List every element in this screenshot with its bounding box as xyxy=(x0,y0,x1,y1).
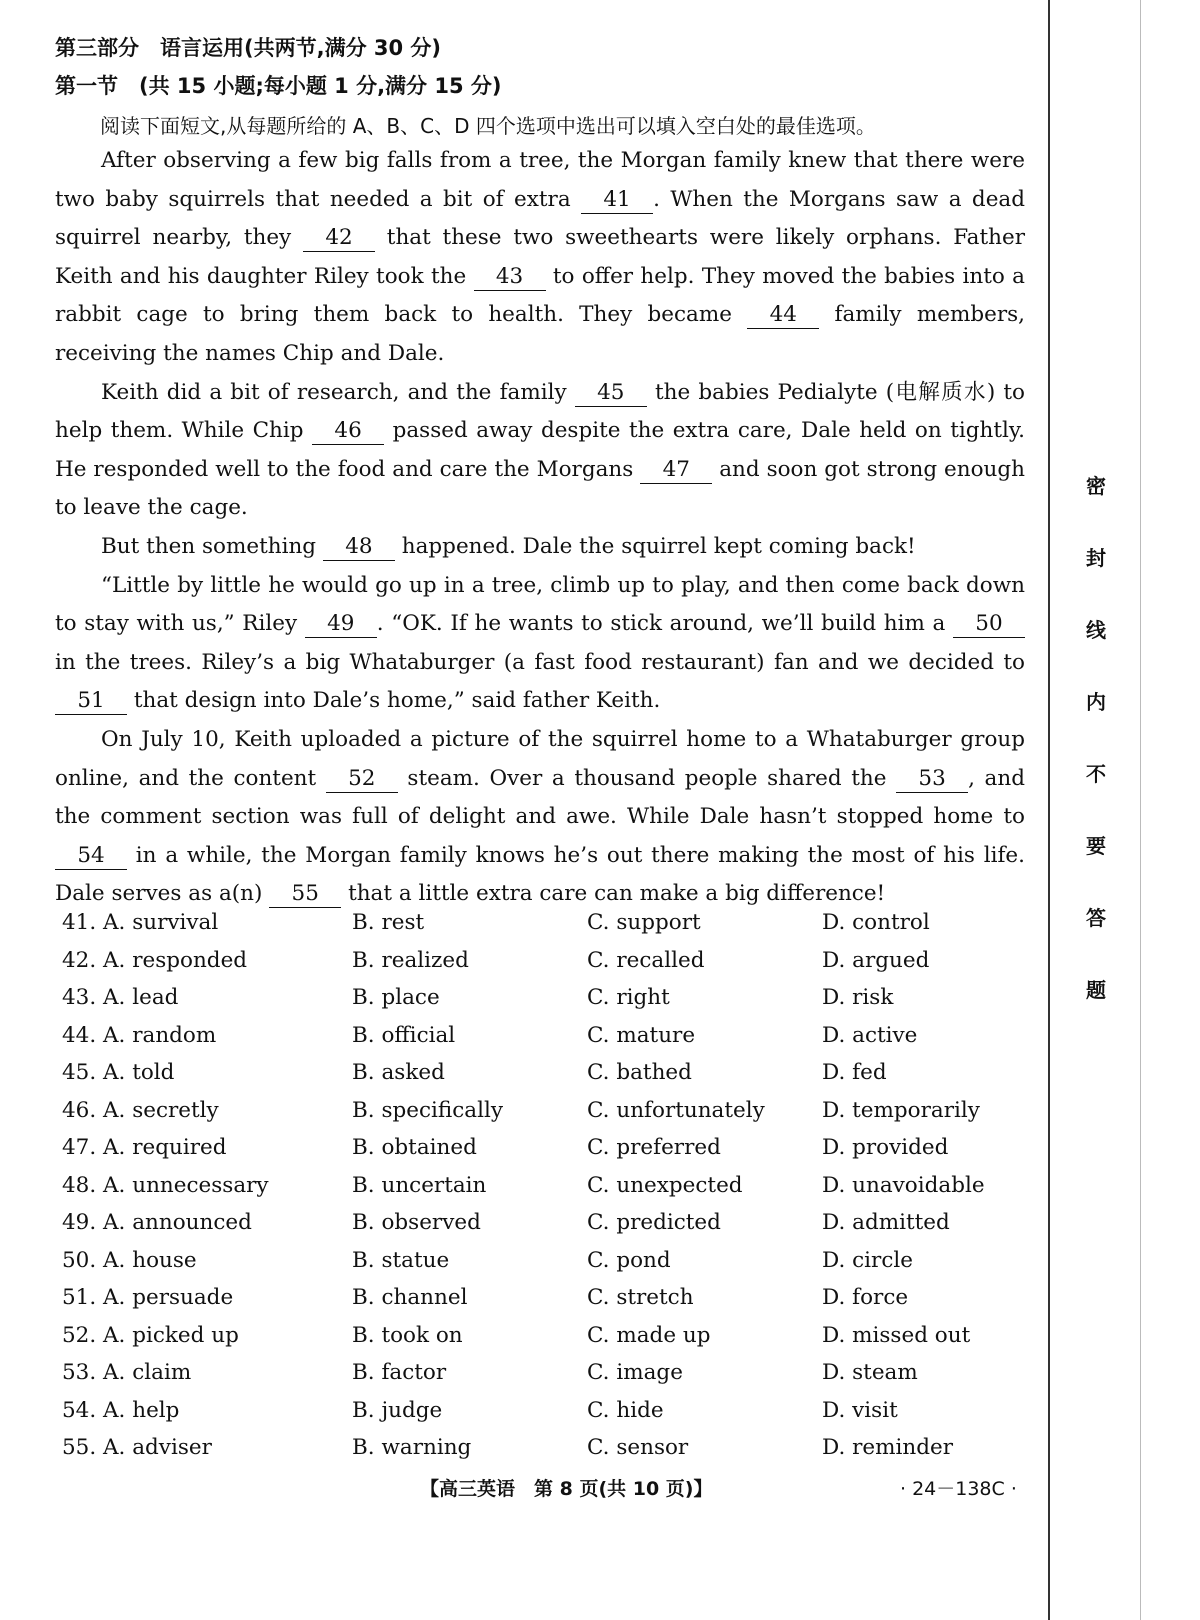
text: that design into Dale’s home,” said father Keith. xyxy=(127,688,661,714)
seal-char: 要 xyxy=(1086,834,1106,858)
option-row xyxy=(62,942,1022,980)
option-c: C. hide xyxy=(587,1397,664,1423)
answer-options xyxy=(62,904,1022,1467)
option-c: C. image xyxy=(587,1360,683,1386)
option-a: 45. A. told xyxy=(62,1060,175,1086)
option-c: C. unfortunately xyxy=(587,1097,765,1123)
option-b: B. uncertain xyxy=(352,1172,487,1198)
blank-47: 47 xyxy=(640,457,712,484)
option-d: D. provided xyxy=(822,1135,949,1161)
option-row xyxy=(62,1129,1022,1167)
option-c: C. made up xyxy=(587,1322,711,1348)
seal-char: 线 xyxy=(1086,618,1106,642)
seal-char: 不 xyxy=(1086,762,1106,786)
option-c: C. predicted xyxy=(587,1210,721,1236)
option-b: B. statue xyxy=(352,1247,450,1273)
text: Keith did a bit of research, and the family xyxy=(101,379,575,405)
paper-code: · 24－138C · xyxy=(900,1478,1017,1500)
blank-48: 48 xyxy=(323,534,395,561)
blank-46: 46 xyxy=(312,418,384,445)
seal-notice xyxy=(1078,470,1114,1046)
text: . “OK. If he wants to stick around, we’ll build him a xyxy=(376,611,953,637)
option-b: B. official xyxy=(352,1022,456,1048)
option-c: C. stretch xyxy=(587,1285,694,1311)
option-row xyxy=(62,1317,1022,1355)
option-row xyxy=(62,1354,1022,1392)
text: that these two sweethearts were likely orphans. Father Keith and his daughter Riley took the xyxy=(55,225,1025,289)
instruction: 阅读下面短文,从每题所给的 A、B、C、D 四个选项中选出可以填入空白处的最佳选项。 xyxy=(100,114,876,138)
section-title: 第一节 (共 15 小题;每小题 1 分,满分 15 分) xyxy=(55,74,502,98)
option-row xyxy=(62,979,1022,1017)
paragraph-4 xyxy=(55,567,1025,721)
text: “Little by little he would go up in a tree, climb up to play, and then come back down to stay with us,” Riley xyxy=(55,572,1025,637)
blank-41: 41 xyxy=(581,187,653,214)
option-d: D. force xyxy=(822,1285,909,1311)
option-d: D. fed xyxy=(822,1060,887,1086)
option-b: B. observed xyxy=(352,1210,481,1236)
option-a: 52. A. picked up xyxy=(62,1322,239,1348)
option-b: B. warning xyxy=(352,1435,472,1461)
option-c: C. support xyxy=(587,910,701,936)
option-d: D. unavoidable xyxy=(822,1172,985,1198)
option-d: D. steam xyxy=(822,1360,918,1386)
text: in a while, the Morgan family knows he’s out there making the most of his life. Dale serves as a(n) xyxy=(55,842,1025,907)
paragraph-3 xyxy=(55,528,1025,567)
option-c: C. preferred xyxy=(587,1135,721,1161)
margin-line xyxy=(1140,0,1141,1620)
seal-line xyxy=(1048,0,1050,1620)
text: family members, receiving the names Chip and Dale. xyxy=(55,302,1025,366)
option-d: D. risk xyxy=(822,985,894,1011)
blank-53: 53 xyxy=(896,766,968,793)
option-d: D. argued xyxy=(822,947,930,973)
option-row xyxy=(62,904,1022,942)
text: that a little extra care can make a big difference! xyxy=(341,881,886,907)
blank-54: 54 xyxy=(55,843,127,870)
text: After observing a few big falls from a tree, the Morgan family knew that there were two baby squirrels that needed a bit of extra xyxy=(55,148,1025,212)
option-d: D. temporarily xyxy=(822,1097,980,1123)
paragraph-2 xyxy=(55,374,1025,528)
seal-char: 答 xyxy=(1086,906,1106,930)
blank-55: 55 xyxy=(269,881,341,908)
option-d: D. active xyxy=(822,1022,918,1048)
option-b: B. place xyxy=(352,985,440,1011)
text: the babies Pedialyte (电解质水) to help them. While Chip xyxy=(55,379,1025,444)
option-b: B. realized xyxy=(352,947,469,973)
option-c: C. unexpected xyxy=(587,1172,743,1198)
text: to offer help. They moved the babies into a rabbit cage to bring them back to health. They became xyxy=(55,263,1025,328)
option-row xyxy=(62,1167,1022,1205)
blank-51: 51 xyxy=(55,688,127,715)
option-c: C. pond xyxy=(587,1247,671,1273)
option-a: 44. A. random xyxy=(62,1022,217,1048)
option-a: 51. A. persuade xyxy=(62,1285,234,1311)
option-row xyxy=(62,1392,1022,1430)
option-b: B. channel xyxy=(352,1285,468,1311)
option-b: B. obtained xyxy=(352,1135,477,1161)
seal-char: 题 xyxy=(1086,978,1106,1002)
text: , and the comment section was full of delight and awe. While Dale hasn’t stopped home to xyxy=(55,765,1025,830)
option-a: 48. A. unnecessary xyxy=(62,1172,269,1198)
option-b: B. rest xyxy=(352,910,425,936)
option-c: C. recalled xyxy=(587,947,705,973)
paragraph-5 xyxy=(55,721,1025,914)
blank-45: 45 xyxy=(575,380,647,407)
option-c: C. right xyxy=(587,985,670,1011)
option-a: 42. A. responded xyxy=(62,947,248,973)
text: and soon got strong enough to leave the cage. xyxy=(55,456,1025,521)
seal-char: 封 xyxy=(1086,546,1106,570)
option-d: D. reminder xyxy=(822,1435,954,1461)
option-c: C. sensor xyxy=(587,1435,689,1461)
option-a: 55. A. adviser xyxy=(62,1435,212,1461)
option-b: B. judge xyxy=(352,1397,443,1423)
option-a: 41. A. survival xyxy=(62,910,219,936)
text: steam. Over a thousand people shared the xyxy=(397,765,897,791)
option-b: B. took on xyxy=(352,1322,463,1348)
blank-49: 49 xyxy=(305,611,377,638)
option-row xyxy=(62,1204,1022,1242)
page-label: 【高三英语 第 8 页(共 10 页)】 xyxy=(420,1478,713,1500)
blank-44: 44 xyxy=(747,302,819,329)
blank-42: 42 xyxy=(303,225,375,252)
paragraph-1 xyxy=(55,142,1025,374)
option-b: B. factor xyxy=(352,1360,447,1386)
option-a: 47. A. required xyxy=(62,1135,227,1161)
option-c: C. bathed xyxy=(587,1060,692,1086)
option-row xyxy=(62,1279,1022,1317)
text: . When the Morgans saw a dead squirrel nearby, they xyxy=(55,186,1025,251)
seal-char: 内 xyxy=(1086,690,1106,714)
cloze-passage xyxy=(55,142,1025,914)
text: On July 10, Keith uploaded a picture of the squirrel home to a Whataburger group online, and the content xyxy=(55,726,1025,791)
option-a: 49. A. announced xyxy=(62,1210,252,1236)
option-row xyxy=(62,1242,1022,1280)
option-a: 46. A. secretly xyxy=(62,1097,219,1123)
text: passed away despite the extra care, Dale held on tightly. He responded well to the food and care the Morgans xyxy=(55,418,1025,482)
option-d: D. admitted xyxy=(822,1210,950,1236)
option-row xyxy=(62,1092,1022,1130)
option-a: 43. A. lead xyxy=(62,985,179,1011)
option-a: 50. A. house xyxy=(62,1247,197,1273)
blank-43: 43 xyxy=(474,264,546,291)
part-title: 第三部分 语言运用(共两节,满分 30 分) xyxy=(55,36,442,60)
option-c: C. mature xyxy=(587,1022,696,1048)
option-row xyxy=(62,1017,1022,1055)
seal-char: 密 xyxy=(1086,474,1106,498)
text: in the trees. Riley’s a big Whataburger (a fast food restaurant) fan and we decided to xyxy=(55,649,1025,675)
option-b: B. asked xyxy=(352,1060,445,1086)
option-row xyxy=(62,1054,1022,1092)
blank-52: 52 xyxy=(326,766,398,793)
text: happened. Dale the squirrel kept coming back! xyxy=(394,533,916,559)
text: But then something xyxy=(101,533,323,559)
option-b: B. specifically xyxy=(352,1097,504,1123)
option-d: D. control xyxy=(822,910,930,936)
option-row xyxy=(62,1429,1022,1467)
option-a: 54. A. help xyxy=(62,1397,180,1423)
option-d: D. visit xyxy=(822,1397,898,1423)
option-d: D. circle xyxy=(822,1247,913,1273)
option-d: D. missed out xyxy=(822,1322,971,1348)
option-a: 53. A. claim xyxy=(62,1360,192,1386)
blank-50: 50 xyxy=(953,611,1025,638)
